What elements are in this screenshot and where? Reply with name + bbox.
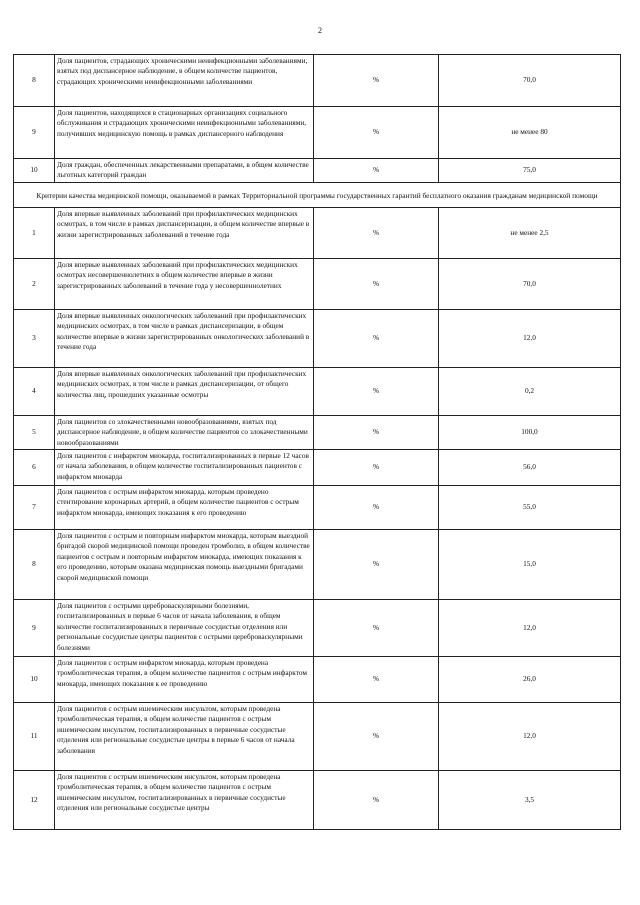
table-row [14,771,621,830]
criterion-text: Доля пациентов с острым инфарктом миокарда, которым проведено стентирование коронарных артерий, в общем количестве пациентов с острым инфарктом миокарда, имеющих показания к его проведению [55,486,314,530]
unit-cell: % [314,450,439,486]
table-row [14,55,621,107]
row-number: 1 [14,208,55,259]
row-number: 9 [14,107,55,159]
value-cell: не менее 80 [439,107,621,159]
table-row [14,368,621,416]
row-number: 12 [14,771,55,830]
unit-cell: % [314,771,439,830]
criterion-text: Доля впервые выявленных заболеваний при профилактических медицинских осмотрах, в том числе в рамках диспансеризации, в общем количестве впервые в жизни зарегистрированных заболеваний в течение года [55,208,314,259]
unit-cell: % [314,657,439,703]
row-number: 10 [14,159,55,183]
row-number: 10 [14,657,55,703]
table-row [14,657,621,703]
criterion-text: Доля впервые выявленных заболеваний при профилактических медицинских осмотрах несовершеннолетних в общем количестве впервые в жизни зарегистрированных заболеваний в течение года у несовершеннолетних [55,259,314,310]
row-number: 2 [14,259,55,310]
row-number: 4 [14,368,55,416]
criterion-text: Доля пациентов со злокачественными новообразованиями, взятых под диспансерное наблюдение, в общем количестве пациентов со злокачественными новообразованиями [55,416,314,450]
unit-cell: % [314,259,439,310]
row-number: 6 [14,450,55,486]
criterion-text: Доля впервые выявленных онкологических заболеваний при профилактических медицинских осмотрах, в том числе в рамках диспансеризации, от общего количества лиц, прошедших указанные осмотры [55,368,314,416]
unit-cell: % [314,208,439,259]
row-number: 9 [14,600,55,657]
row-number: 3 [14,310,55,368]
criterion-text: Доля пациентов с острым и повторным инфарктом миокарда, которым выездной бригадой скорой медицинской помощи проведен тромболиз, в общем количестве пациентов с острым и повторным инфарктом миокарда, имеющих показания к его проведению, которым оказана медицинская помощь выездными бригадами скорой медицинской помощи [55,530,314,600]
value-cell: 70,0 [439,55,621,107]
section-header: Критерии качества медицинской помощи, оказываемой в рамках Территориальной программы государственных гарантий бесплатного оказания гражданам медицинской помощи [14,183,621,208]
value-cell: 12,0 [439,310,621,368]
criterion-text: Доля пациентов с острым ишемическим инсультом, которым проведена тромболитическая терапия, в общем количестве пациентов с острым ишемическим инсультом, госпитализированных в первичные сосудистые отделения или региональные сосудистые центры [55,771,314,830]
page-number: 2 [318,26,322,35]
unit-cell: % [314,368,439,416]
criterion-text: Доля пациентов, находящихся в стационарных организациях социального обслуживания и страдающих хроническими неинфекционными заболеваниями, получивших медицинскую помощь в рамках диспансерного наблюдения [55,107,314,159]
unit-cell: % [314,703,439,771]
value-cell: 26,0 [439,657,621,703]
criterion-text: Доля пациентов с острыми цереброваскулярными болезнями, госпитализированных в первые 6 часов от начала заболевания, в общем количестве госпитализированных в первичные сосудистые отделения или региональные сосудистые центры пациентов с острыми цереброваскулярными болезнями [55,600,314,657]
value-cell: не менее 2,5 [439,208,621,259]
table-row [14,450,621,486]
unit-cell: % [314,159,439,183]
row-number: 8 [14,530,55,600]
unit-cell: % [314,486,439,530]
row-number: 11 [14,703,55,771]
value-cell: 0,2 [439,368,621,416]
table-row [14,530,621,600]
table-row [14,259,621,310]
value-cell: 3,5 [439,771,621,830]
value-cell: 12,0 [439,703,621,771]
table-row [14,600,621,657]
row-number: 5 [14,416,55,450]
criterion-text: Доля граждан, обеспеченных лекарственными препаратами, в общем количестве льготных категорий граждан [55,159,314,183]
table-row [14,208,621,259]
section-header-row [14,183,621,208]
value-cell: 100,0 [439,416,621,450]
value-cell: 15,0 [439,530,621,600]
criterion-text: Доля впервые выявленных онкологических заболеваний при профилактических медицинских осмотрах, в том числе в рамках диспансеризации, в общем количестве впервые в жизни зарегистрированных онкологических заболеваний в течение года [55,310,314,368]
row-number: 8 [14,55,55,107]
table-row [14,486,621,530]
unit-cell: % [314,55,439,107]
table-row [14,310,621,368]
unit-cell: % [314,600,439,657]
table-row [14,107,621,159]
table-row [14,416,621,450]
value-cell: 12,0 [439,600,621,657]
criterion-text: Доля пациентов, страдающих хроническими неинфекционными заболеваниями, взятых под диспансерное наблюдение, в общем количестве пациентов, страдающих хроническими неинфекционными заболеваниями [55,55,314,107]
unit-cell: % [314,310,439,368]
criterion-text: Доля пациентов с инфарктом миокарда, госпитализированных в первые 12 часов от начала заболевания, в общем количестве госпитализированных пациентов с инфарктом миокарда [55,450,314,486]
criterion-text: Доля пациентов с острым инфарктом миокарда, которым проведена тромболитическая терапия, в общем количестве пациентов с острым инфарктом миокарда, имеющих показания к ее проведению [55,657,314,703]
criteria-table [13,54,621,830]
unit-cell: % [314,530,439,600]
value-cell: 70,0 [439,259,621,310]
value-cell: 75,0 [439,159,621,183]
value-cell: 55,0 [439,486,621,530]
table-row [14,703,621,771]
table-row [14,159,621,183]
value-cell: 56,0 [439,450,621,486]
unit-cell: % [314,416,439,450]
criterion-text: Доля пациентов с острым ишемическим инсультом, которым проведена тромболитическая терапия, в общем количестве пациентов с острым ишемическим инсультом, госпитализированных в первичные сосудистые отделения или региональные сосудистые центры в первые 6 часов от начала заболевания [55,703,314,771]
unit-cell: % [314,107,439,159]
row-number: 7 [14,486,55,530]
